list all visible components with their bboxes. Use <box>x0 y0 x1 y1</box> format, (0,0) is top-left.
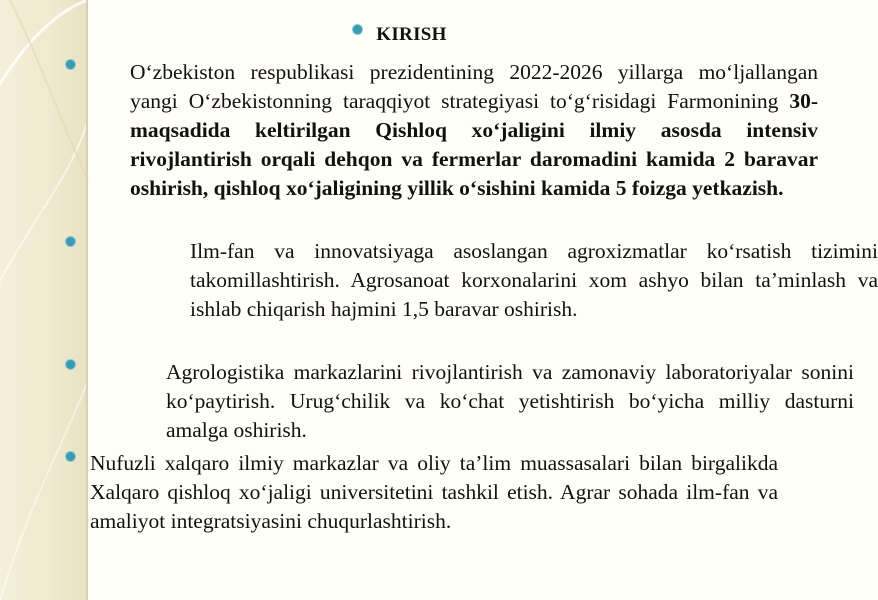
bullet-icon <box>66 237 75 246</box>
paragraph-1 <box>90 58 818 203</box>
paragraph-3-text: Agrologistika markazlarini rivojlantirish va zamonaviy laboratoriyalar sonini ko‘paytirish. Urug‘chilik va ko‘chat yetishtirish bo‘yicha milliy dasturni amalga oshirish. <box>166 360 854 442</box>
paragraph-3 <box>90 358 854 445</box>
bullet-icon <box>66 60 75 69</box>
decorative-left-panel <box>0 0 88 600</box>
paragraph-1-text: O‘zbekiston respublikasi prezidentining 2022-2026 yillarga mo‘ljallangan yangi O‘zbekistonning taraqqiyot strategiyasi to‘g‘risidagi Farmonining <box>130 60 818 113</box>
panel-edge-line <box>86 0 88 600</box>
decorative-curves <box>0 0 88 600</box>
slide-title <box>0 24 800 46</box>
paragraph-2-text: Ilm-fan va innovatsiyaga asoslangan agroxizmatlar ko‘rsatish tizimini takomillashtirish. Agrosanoat korxonalarini xom ashyo bilan ta’minlash va ishlab chiqarish hajmini 1,5 baravar oshirish. <box>190 239 878 321</box>
paragraph-4-text: Nufuzli xalqaro ilmiy markazlar va oliy ta’lim muassasalari bilan birgalikda Xalqaro qishloq xo‘jaligi universitetini tashkil etish. Agrar sohada ilm-fan va amaliyot integratsiyasini chuqurlashtirish. <box>90 451 778 533</box>
title-text: KIRISH <box>376 24 447 45</box>
bullet-icon <box>66 452 75 461</box>
paragraph-2 <box>90 237 878 324</box>
bullet-icon <box>66 360 75 369</box>
paragraph-1-bold-text: 30-maqsadida keltirilgan Qishloq xo‘jaligini ilmiy asosda intensiv rivojlantirish orqali dehqon va fermerlar daromadini kamida 2 baravar oshirish, qishloq xo‘jaligining yillik o‘sishini kamida 5 foizga yetkazish. <box>130 89 818 200</box>
title-bullet-icon <box>353 25 362 34</box>
paragraph-4 <box>90 449 778 536</box>
